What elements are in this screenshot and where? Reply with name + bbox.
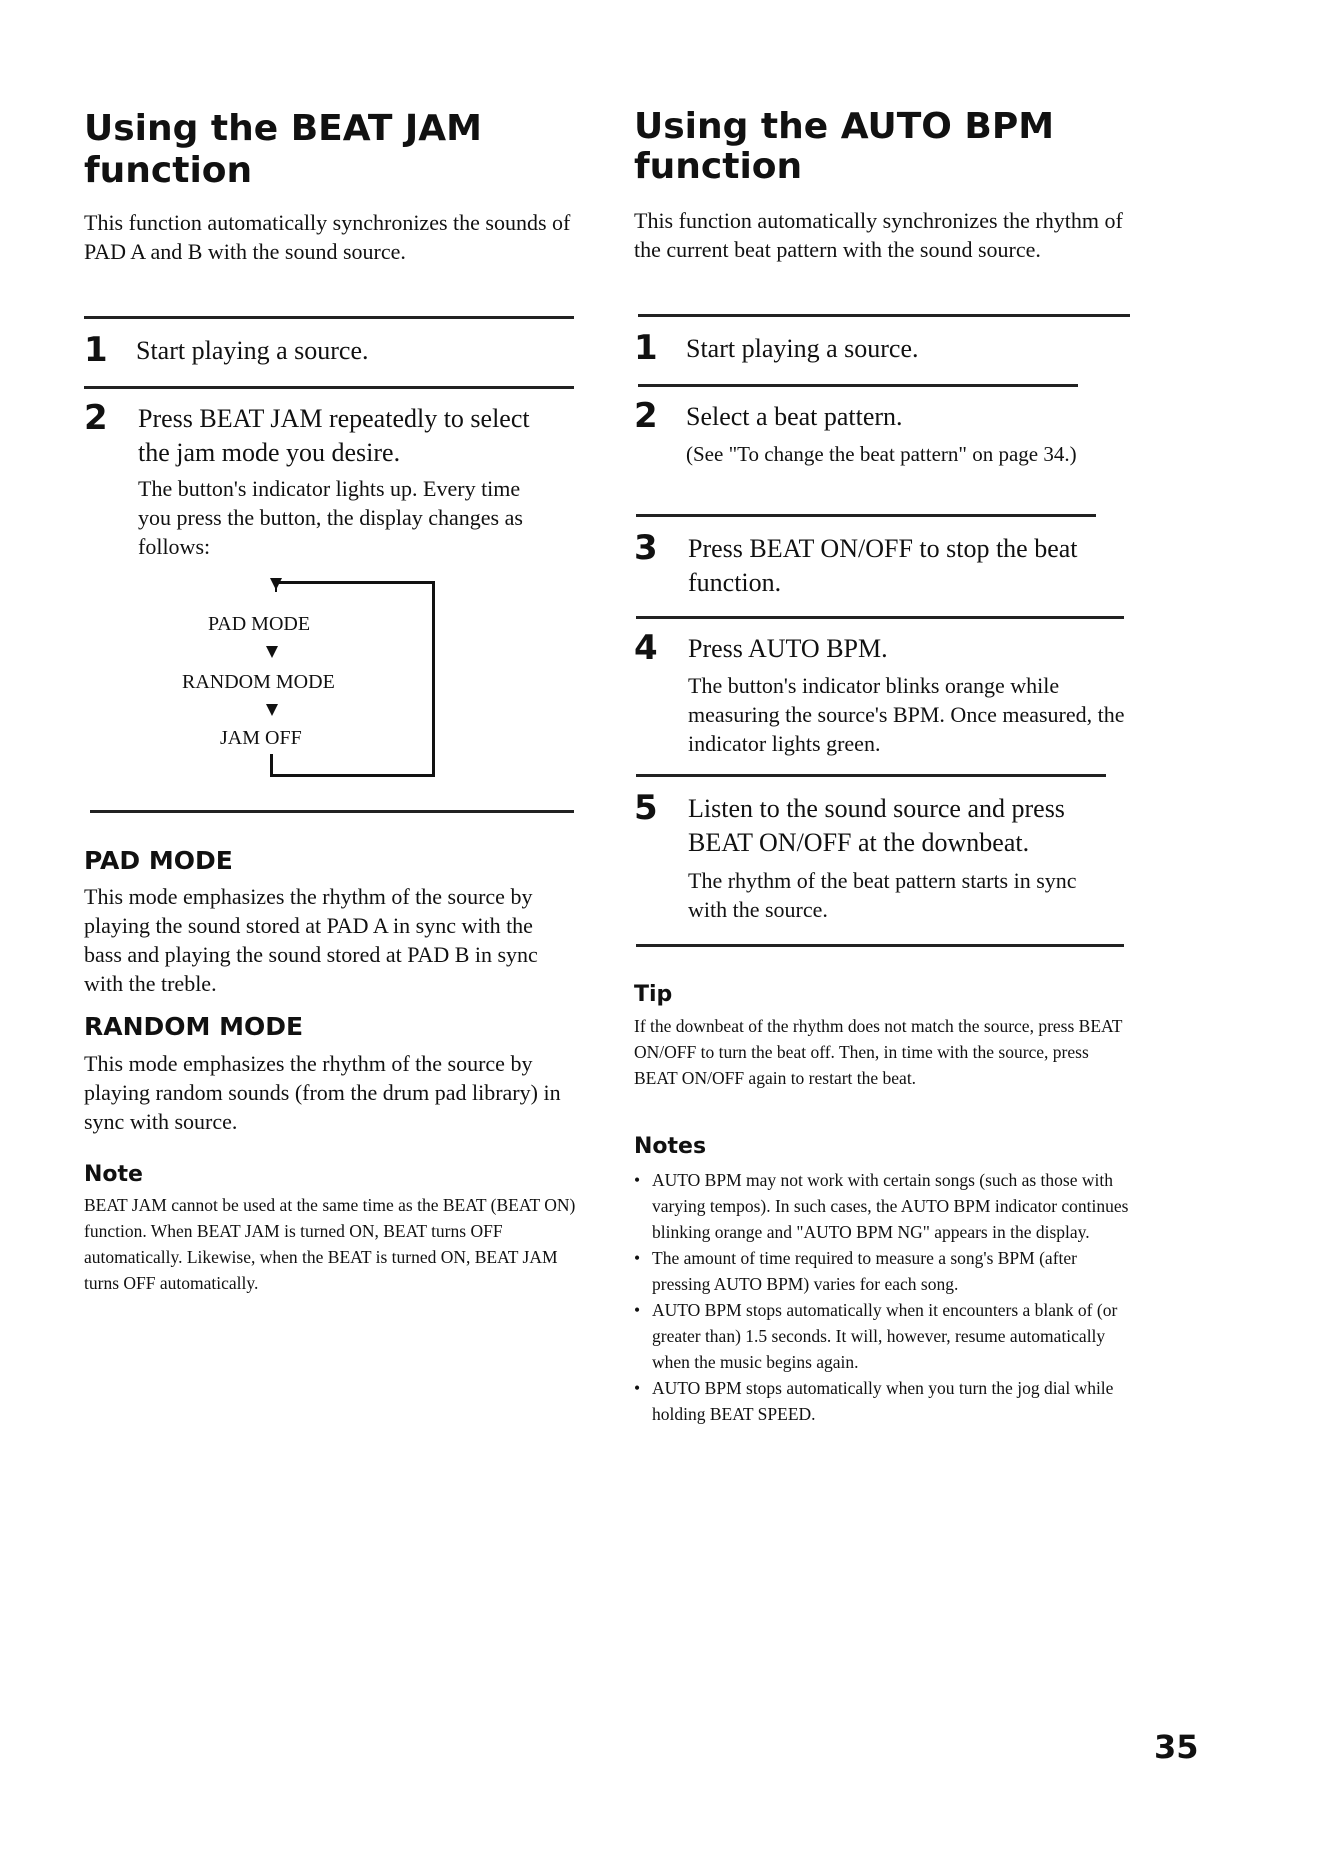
list-item: • AUTO BPM stops automatically when you turn the jog dial while holding BEAT SPEED. xyxy=(634,1375,1134,1427)
step-text: Press BEAT ON/OFF to stop the beat function. xyxy=(688,534,1078,597)
divider xyxy=(636,774,1106,777)
note-heading: Note xyxy=(84,1162,143,1187)
cycle-random-mode: RANDOM MODE xyxy=(182,671,335,693)
arrow-down-icon xyxy=(266,646,278,658)
divider xyxy=(636,514,1096,517)
notes-heading: Notes xyxy=(634,1134,707,1159)
tip-heading: Tip xyxy=(634,982,673,1007)
auto-bpm-intro: This function automatically synchronizes the rhythm of the current beat pattern with the sound source. xyxy=(634,208,1123,262)
pad-mode-text: This mode emphasizes the rhythm of the source by playing the sound stored at PAD A in sync with the bass and playing the sound stored at PAD B in sync with the treble. xyxy=(84,884,538,996)
divider xyxy=(638,314,1130,317)
step-text: Select a beat pattern. xyxy=(686,402,903,431)
pad-mode-heading: PAD MODE xyxy=(84,846,233,875)
cycle-jam-off: JAM OFF xyxy=(220,727,302,749)
step-detail: (See "To change the beat pattern" on page 34.) xyxy=(686,442,1077,466)
bullet-icon: • xyxy=(634,1170,641,1190)
step-text: Press BEAT JAM repeatedly to select the jam mode you desire. xyxy=(138,404,530,467)
arrow-down-icon xyxy=(266,704,278,716)
list-item: • AUTO BPM may not work with certain songs (such as those with varying tempos). In such cases, the AUTO BPM indicator continues blinking orange and "AUTO BPM NG" appears in the display. xyxy=(634,1167,1134,1245)
random-mode-text: This mode emphasizes the rhythm of the source by playing random sounds (from the drum pad library) in sync with source. xyxy=(84,1051,561,1134)
auto-bpm-title-line1: Using the AUTO BPM xyxy=(634,106,1055,147)
random-mode-heading: RANDOM MODE xyxy=(84,1012,304,1041)
list-item: • AUTO BPM stops automatically when it encounters a blank of (or greater than) 1.5 seconds. It will, however, resume automatically when the music begins again. xyxy=(634,1297,1134,1375)
jam-mode-cycle-diagram xyxy=(144,576,444,782)
divider xyxy=(90,810,574,813)
bullet-icon: • xyxy=(634,1248,641,1268)
beat-jam-intro: This function automatically synchronizes the sounds of PAD A and B with the sound source. xyxy=(84,210,571,264)
divider xyxy=(638,384,1078,387)
divider xyxy=(84,316,574,319)
cycle-line-right xyxy=(432,581,435,777)
cycle-pad-mode: PAD MODE xyxy=(208,613,311,635)
page-number: 35 xyxy=(1154,1728,1199,1766)
step-detail: The button's indicator blinks orange while measuring the source's BPM. Once measured, the indicator lights green. xyxy=(688,673,1125,756)
divider xyxy=(636,944,1124,947)
step-number: 4 xyxy=(634,628,658,668)
bullet-icon: • xyxy=(634,1378,641,1398)
step-number: 1 xyxy=(634,328,658,368)
auto-bpm-title-line2: function xyxy=(634,146,803,187)
step-detail: The rhythm of the beat pattern starts in sync with the source. xyxy=(688,868,1077,922)
step-text: Start playing a source. xyxy=(686,334,919,363)
cycle-line-bottom xyxy=(270,774,435,777)
step-number: 3 xyxy=(634,528,658,568)
step-text: Press AUTO BPM. xyxy=(688,634,888,663)
step-text: Listen to the sound source and press BEAT ON/OFF at the downbeat. xyxy=(688,794,1065,857)
beat-jam-title-line2: function xyxy=(84,150,253,191)
notes-list xyxy=(634,1167,1134,1427)
beat-jam-title-line1: Using the BEAT JAM xyxy=(84,108,482,149)
divider xyxy=(84,386,574,389)
step-number: 2 xyxy=(84,398,108,438)
note-text: BEAT JAM cannot be used at the same time as the BEAT (BEAT ON) function. When BEAT JAM is turned ON, BEAT turns OFF automatically. Likewise, when the BEAT is turned ON, BEAT JAM turns OFF automatically. xyxy=(84,1195,576,1293)
step-number: 1 xyxy=(84,330,108,370)
step-detail: The button's indicator lights up. Every time you press the button, the display changes as follows: xyxy=(138,476,523,559)
bullet-icon: • xyxy=(634,1300,641,1320)
tip-text: If the downbeat of the rhythm does not match the source, press BEAT ON/OFF to turn the beat off. Then, in time with the source, press BEAT ON/OFF again to restart the beat. xyxy=(634,1016,1123,1088)
divider xyxy=(636,616,1124,619)
list-item: • The amount of time required to measure a song's BPM (after pressing AUTO BPM) varies for each song. xyxy=(634,1245,1134,1297)
step-number: 2 xyxy=(634,396,658,436)
cycle-line-top xyxy=(275,581,435,584)
step-text: Start playing a source. xyxy=(136,336,369,365)
step-number: 5 xyxy=(634,788,658,828)
